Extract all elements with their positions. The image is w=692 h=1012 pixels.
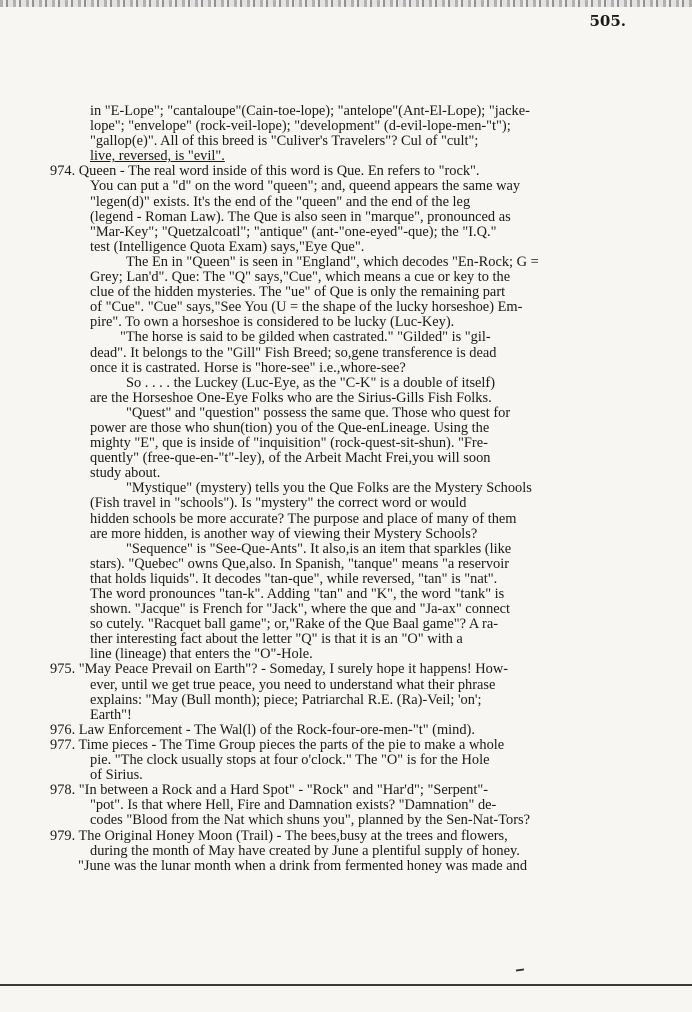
text-line: so cutely. "Racquet ball game"; or,"Rake of the Que Baal game"? A ra-: [90, 616, 498, 633]
text-line: of "Cue". "Cue" says,"See You (U = the shape of the lucky horseshoe) Em-: [90, 299, 523, 316]
text-line: "Mystique" (mystery) tells you the Que Folks are the Mystery Schools: [126, 480, 532, 497]
bottom-rule: [0, 984, 692, 986]
text-line: power are those who shun(tion) you of the Que-enLineage. Using the: [90, 419, 490, 436]
page-number: 505.: [589, 12, 626, 30]
text-line: So . . . . the Luckey (Luc-Eye, as the "C-K" is a double of itself): [126, 374, 496, 391]
text-line: explains: "May (Bull month); piece; Patriarchal R.E. (Ra)-Veil; 'on';: [90, 691, 482, 708]
entry-976-heading: 976. Law Enforcement - The Wal(l) of the Rock-four-ore-men-"t" (mind).: [50, 721, 475, 738]
text-line: codes "Blood from the Nat which shuns you", planned by the Sen-Nat-Tors?: [90, 812, 530, 829]
text-line: that holds liquids". It decodes "tan-que", while reversed, "tan" is "nat".: [90, 570, 498, 587]
text-line: mighty "E", que is inside of "inquisition" (rock-quest-sit-shun). "Fre-: [90, 435, 488, 452]
text-line: "Mar-Key"; "Quetzalcoatl"; "antique" (ant-"one-eyed"-que); the "I.Q.": [90, 223, 497, 240]
entry-977-heading: 977. Time pieces - The Time Group pieces the parts of the pie to make a whole: [50, 736, 505, 753]
text-line: dead". It belongs to the "Gill" Fish Breed; so,gene transference is dead: [90, 344, 497, 361]
scan-top-edge: [0, 0, 692, 7]
text-line: stars). "Quebec" owns Que,also. In Spanish, "tanque" means "a reservoir: [90, 555, 510, 572]
text-line: once it is castrated. Horse is "hore-see" i.e.,whore-see?: [90, 359, 406, 376]
text-line: pie. "The clock usually stops at four o'clock." The "O" is for the Hole: [90, 752, 490, 769]
text-line: Earth"!: [90, 706, 132, 723]
text-line: quently" (free-que-en-"t"-ley), of the Arbeit Macht Frei,you will soon: [90, 450, 491, 467]
text-line: ther interesting fact about the letter "Q" is that it is an "O" with a: [90, 631, 463, 648]
text-line: line (lineage) that enters the "O"-Hole.: [90, 646, 313, 663]
text-line: shown. "Jacque" is French for "Jack", where the que and "Ja-ax" connect: [90, 601, 511, 618]
text-line: "pot". Is that where Hell, Fire and Damnation exists? "Damnation" de-: [90, 797, 497, 814]
text-line: in "E-Lope"; "cantaloupe"(Cain-toe-lope); "antelope"(Ant-El-Lope); "jacke-: [90, 103, 530, 119]
text-line: You can put a "d" on the word "queen"; and, queend appears the same way: [90, 178, 521, 195]
entry-975-heading: 975. "May Peace Prevail on Earth"? - Someday, I surely hope it happens! How-: [50, 661, 508, 678]
text-line: clue of the hidden mysteries. The "ue" of Que is only the remaining part: [90, 284, 506, 301]
entry-979-heading: 979. The Original Honey Moon (Trail) - The bees,busy at the trees and flowers,: [50, 827, 508, 844]
text-line: are the Horseshoe One-Eye Folks who are the Sirius-Gills Fish Folks.: [90, 389, 492, 406]
text-line: test (Intelligence Quota Exam) says,"Eye Que".: [90, 238, 365, 255]
text-line: (Fish travel in "schools"). Is "mystery" the correct word or would: [90, 495, 467, 512]
stray-mark: [516, 968, 524, 971]
text-line: of Sirius.: [90, 767, 143, 784]
text-line: pire". To own a horseshoe is considered to be lucky (Luc-Key).: [90, 314, 455, 331]
text-line: during the month of May have created by June a plentiful supply of honey.: [90, 842, 520, 859]
text-line: Grey; Lan'd". Que: The "Q" says,"Cue", which means a cue or key to the: [90, 269, 511, 286]
text-line: live, reversed, is "evil".: [90, 148, 225, 165]
entry-974-heading: 974. Queen - The real word inside of this word is Que. En refers to "rock".: [50, 163, 480, 180]
text-line: "The horse is said to be gilded when castrated." "Gilded" is "gil-: [120, 329, 491, 346]
text-line: "gallop(e)". All of this breed is "Culiver's Travelers"? Cul of "cult";: [90, 133, 479, 150]
text-line: hidden schools be more accurate? The purpose and place of many of them: [90, 510, 517, 527]
body-text: [50, 104, 650, 874]
text-line: "Sequence" is "See-Que-Ants". It also,is an item that sparkles (like: [126, 540, 512, 557]
text-line: The word pronounces "tan-k". Adding "tan" and "K", the word "tank" is: [90, 586, 505, 602]
text-line: "Quest" and "question" possess the same que. Those who quest for: [126, 404, 511, 421]
text-line: "June was the lunar month when a drink from fermented honey was made and: [78, 857, 528, 874]
text-line: study about.: [90, 465, 161, 482]
text-line: "legen(d)" exists. It's the end of the "queen" and the end of the leg: [90, 193, 471, 210]
text-line: The En in "Queen" is seen in "England", which decodes "En-Rock; G =: [126, 253, 539, 270]
entry-978-heading: 978. "In between a Rock and a Hard Spot" - "Rock" and "Har'd"; "Serpent"-: [50, 782, 489, 799]
text-line: ever, until we get true peace, you need to understand what their phrase: [90, 676, 496, 693]
text-line: (legend - Roman Law). The Que is also seen in "marque", pronounced as: [90, 208, 511, 225]
text-line: lope"; "envelope" (rock-veil-lope); "development" (d-evil-lope-men-"t");: [90, 118, 511, 135]
text-line: are more hidden, is another way of viewing their Mystery Schools?: [90, 525, 478, 542]
